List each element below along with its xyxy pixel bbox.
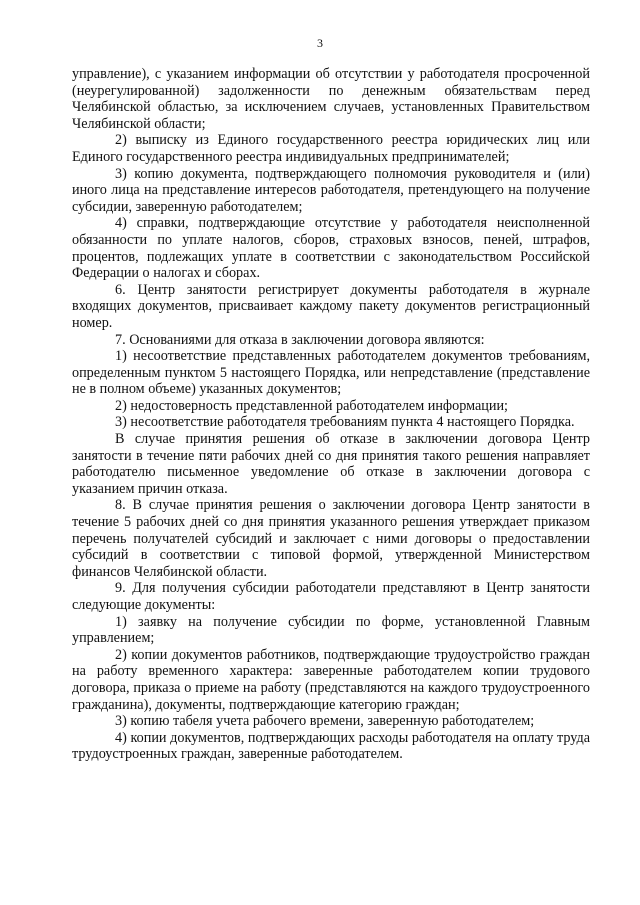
paragraph: 3) копию табеля учета рабочего времени, заверенную работодателем; bbox=[115, 713, 535, 730]
paragraph: 4) справки, подтверждающие отсутствие у работодателя неисполненной обязанности по уплате налогов, сборов, страховых взносов, пеней, штрафов, процентов, подлежащих уплате в соответствии с законодательством Российской Федерации о налогах и сборах. bbox=[72, 215, 590, 282]
paragraph: 2) выписку из Единого государственного реестра юридических лиц или Единого государственного реестра индивидуальных предпринимателей; bbox=[72, 132, 590, 165]
paragraph: 9. Для получения субсидии работодатели представляют в Центр занятости следующие документы: bbox=[72, 580, 590, 613]
paragraph: В случае принятия решения об отказе в заключении договора Центр занятости в течение пяти рабочих дней со дня принятия такого решения направляет работодателю письменное уведомление об отказе в заключении договора с указанием причин отказа. bbox=[72, 431, 590, 497]
paragraph: 6. Центр занятости регистрирует документы работодателя в журнале входящих документов, присваивает каждому пакету документов регистрационный номер. bbox=[72, 281, 590, 331]
paragraph: 2) копии документов работников, подтверждающие трудоустройство граждан на работу временного характера: заверенные работодателем копии трудового договора, приказа о приеме на работу (представляются на каждого трудоустроенного гражданина), документы, подтверждающие категорию граждан; bbox=[72, 646, 590, 713]
paragraph: 4) копии документов, подтверждающих расходы работодателя на оплату труда трудоустроенных граждан, заверенные работодателем. bbox=[72, 729, 590, 763]
paragraph: 2) недостоверность представленной работодателем информации; bbox=[115, 397, 508, 414]
paragraph: 3) несоответствие работодателя требованиям пункта 4 настоящего Порядка. bbox=[115, 414, 575, 431]
paragraph: 8. В случае принятия решения о заключении договора Центр занятости в течение 5 рабочих дней со дня принятия указанного решения утверждает приказом перечень получателей субсидий и заключает с ними договоры о предоставлении субсидий в соответствии с типовой формой, утвержденной Министерством финансов Челябинской области. bbox=[72, 497, 590, 580]
page-number: 3 bbox=[317, 36, 323, 50]
paragraph: 1) несоответствие представленных работодателем документов требованиям, определенным пунктом 5 настоящего Порядка, или непредставление (представление не в полном объеме) указанных документов; bbox=[72, 348, 590, 398]
paragraph: управление), с указанием информации об отсутствии у работодателя просроченной (неурегулированной) задолженности по денежным обязательствам перед Челябинской областью, за исключением случаев, установленных Правительством Челябинской области; bbox=[72, 66, 590, 132]
document-body bbox=[72, 66, 590, 763]
paragraph: 7. Основаниями для отказа в заключении договора являются: bbox=[115, 331, 485, 348]
paragraph: 3) копию документа, подтверждающего полномочия руководителя и (или) иного лица на представление интересов работодателя, претендующего на получение субсидии, заверенную работодателем; bbox=[72, 165, 590, 215]
paragraph: 1) заявку на получение субсидии по форме, установленной Главным управлением; bbox=[72, 613, 590, 647]
